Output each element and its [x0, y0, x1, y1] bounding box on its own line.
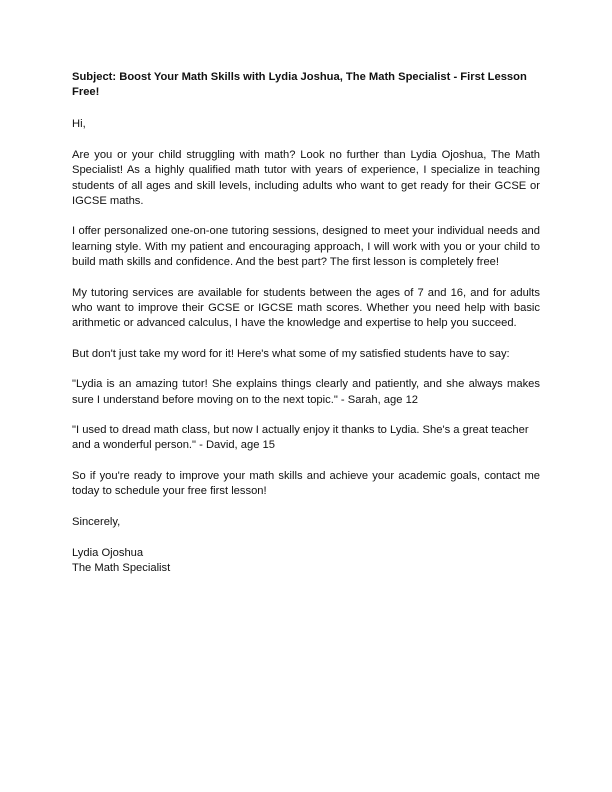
testimonial-sarah: "Lydia is an amazing tutor! She explains things clearly and patiently, and she always makes sure I understand before moving on to the next topic." - Sarah, age 12	[72, 378, 540, 406]
signature-title: The Math Specialist	[72, 561, 171, 574]
testimonial-david: "I used to dread math class, but now I actually enjoy it thanks to Lydia. She's a great teacher and a wonderful person." - David, age 15	[72, 424, 529, 452]
intro-paragraph: Are you or your child struggling with math? Look no further than Lydia Ojoshua, The Math Specialist! As a highly qualified math tutor with years of experience, I specialize in teaching students of all ages and skill levels, including adults who want to get ready for their GCSE or IGCSE maths.	[72, 149, 540, 207]
email-subject: Subject: Boost Your Math Skills with Lydia Joshua, The Math Specialist - First Lesson Free!	[72, 71, 527, 99]
email-document	[72, 70, 540, 576]
signature-name: Lydia Ojoshua	[72, 546, 144, 559]
email-greeting: Hi,	[72, 118, 86, 131]
ages-paragraph: My tutoring services are available for students between the ages of 7 and 16, and for adults who want to improve their GCSE or IGCSE math scores. Whether you need help with basic arithmetic or advanced calculus, I have the knowledge and expertise to help you succeed.	[72, 286, 540, 329]
call-to-action: So if you're ready to improve your math skills and achieve your academic goals, contact me today to schedule your free first lesson!	[72, 470, 540, 498]
testimonials-intro: But don't just take my word for it! Here's what some of my satisfied students have to say:	[72, 347, 510, 360]
services-paragraph: I offer personalized one-on-one tutoring sessions, designed to meet your individual needs and learning style. With my patient and encouraging approach, I will work with you or your child to build math skills and confidence. And the best part? The first lesson is completely free!	[72, 225, 540, 268]
email-closing: Sincerely,	[72, 516, 121, 529]
